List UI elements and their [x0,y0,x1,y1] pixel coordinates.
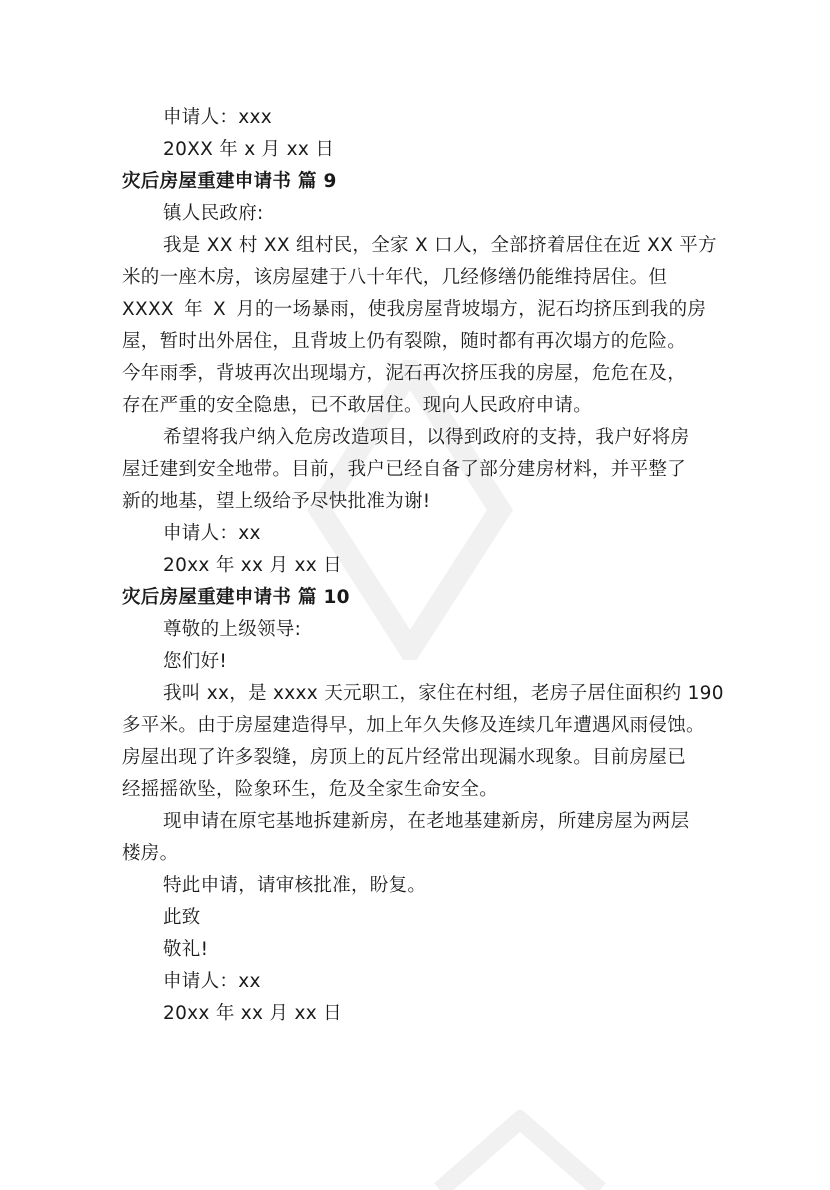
text-line: 存在严重的安全隐患，已不敢居住。现向人民政府申请。 [122,395,593,416]
article-9-paragraph-2 [122,422,712,518]
salutation: 尊敬的上级领导: [163,619,302,640]
article-10-paragraph-1 [122,678,724,806]
closing-line: 敬礼! [163,939,209,960]
article-10-heading: 灾后房屋重建申请书 篇 10 [122,587,350,608]
date-line: 20XX 年 x 月 xx 日 [163,139,335,160]
text-line: XXXX 年 X 月的一场暴雨，使我房屋背坡塌方，泥石均挤压到我的房 [122,299,707,320]
text-line: 楼房。 [122,843,179,864]
text-line: 新的地基，望上级给予尽快批准为谢! [122,491,431,512]
greeting: 您们好! [163,651,228,672]
closing-line: 此致 [163,907,201,928]
text-line: 今年雨季，背坡再次出现塌方，泥石再次挤压我的房屋，危危在及， [122,363,687,384]
date-line: 20xx 年 xx 月 xx 日 [163,1003,342,1024]
text-line: 经摇摇欲坠，险象环生，危及全家生命安全。 [122,779,499,800]
document-page [122,102,724,1030]
text-line: 屋迁建到安全地带。目前，我户已经自备了部分建房材料，并平整了 [122,459,687,480]
applicant-line: 申请人：xxx [163,107,272,128]
text-line: 房屋出现了许多裂缝，房顶上的瓦片经常出现漏水现象。目前房屋已 [122,747,687,768]
text-line: 屋，暂时出外居住，且背坡上仍有裂隙，随时都有再次塌方的危险。 [122,331,687,352]
applicant-line: 申请人：xx [163,971,261,992]
article-10-paragraph-2 [122,806,712,870]
text-line: 现申请在原宅基地拆建新房，在老地基建新房，所建房屋为两层 [163,811,690,832]
date-line: 20xx 年 xx 月 xx 日 [163,555,342,576]
article-9-paragraph-1 [122,230,717,422]
salutation: 镇人民政府: [163,203,264,224]
text-line: 希望将我户纳入危房改造项目，以得到政府的支持，我户好将房 [163,427,690,448]
text-line: 我是 XX 村 XX 组村民，全家 X 口人，全部挤着居住在近 XX 平方 [163,235,717,256]
article-9-heading: 灾后房屋重建申请书 篇 9 [122,171,337,192]
text-line: 米的一座木房，该房屋建于八十年代，几经修缮仍能维持居住。但 [122,267,668,288]
text-line: 多平米。由于房屋建造得早，加上年久失修及连续几年遭遇风雨侵蚀。 [122,715,705,736]
request-line: 特此申请，请审核批准，盼复。 [163,875,427,896]
applicant-line: 申请人：xx [163,523,261,544]
text-line: 我叫 xx，是 xxxx 天元职工，家住在村组，老房子居住面积约 190 [163,683,724,704]
watermark-logo-icon [420,1110,620,1190]
